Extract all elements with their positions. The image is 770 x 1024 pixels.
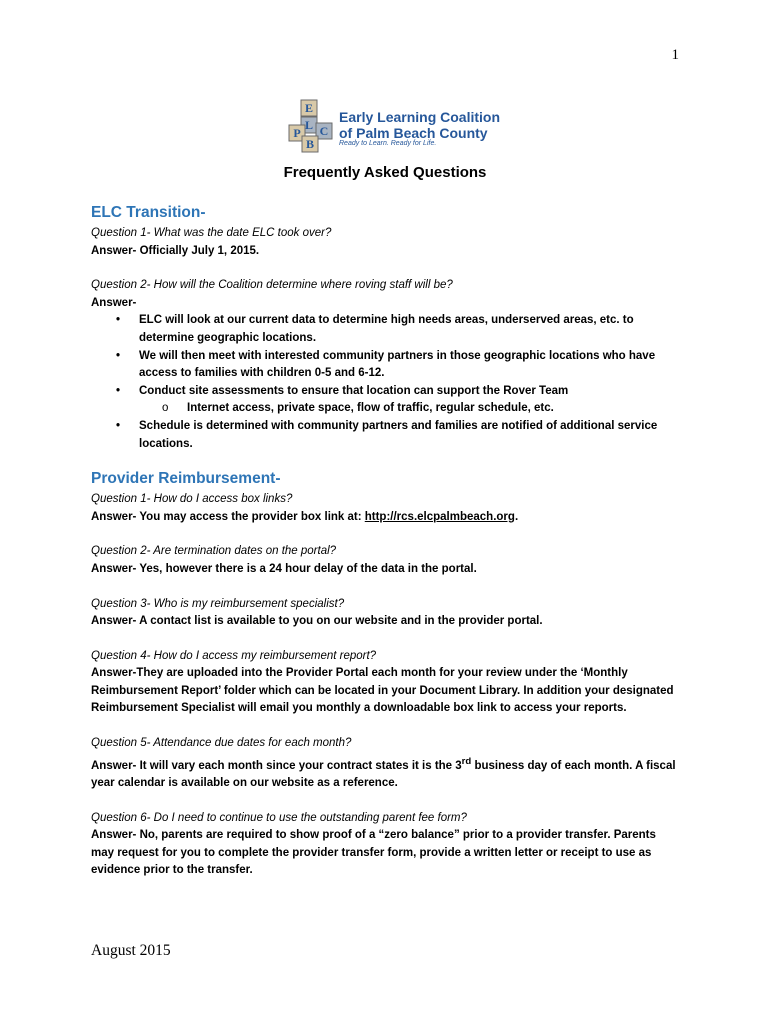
blocks-logo-icon <box>283 97 339 157</box>
faq-item <box>91 810 681 880</box>
answer-prefix: Answer- It will vary each month since your contract states it is the 3 <box>91 759 462 772</box>
page-title: Frequently Asked Questions <box>283 164 487 181</box>
logo-letter-c: C <box>319 124 329 138</box>
faq-item <box>91 491 681 526</box>
answer-text: Answer- Officially July 1, 2015. <box>91 244 260 257</box>
answer-suffix: business day of each month. A fiscal year calendar is available on our website as a reference. <box>91 759 676 790</box>
section-heading: ELC Transition- <box>91 204 206 221</box>
answer-text: Answer- Yes, however there is a 24 hour delay of the data in the portal. <box>91 562 477 575</box>
answer-text: Answer- No, parents are required to show proof of a “zero balance” prior to a provider transfer. Parents may request for you to complete the provider transfer form, provide a written letter or receipt to use as evidence prior to the transfer. <box>91 829 656 877</box>
section-heading: Provider Reimbursement- <box>91 470 281 488</box>
question-text: Question 3- Who is my reimbursement specialist? <box>91 597 345 610</box>
logo-name <box>339 109 500 141</box>
section-elc-transition <box>91 203 681 453</box>
section-provider-reimbursement <box>91 469 681 880</box>
answer-label: Answer- <box>91 296 137 309</box>
provider-box-link[interactable]: http://rcs.elcpalmbeach.org <box>364 510 515 523</box>
elc-logo <box>283 97 503 157</box>
question-text: Question 5- Attendance due dates for each month? <box>91 737 352 750</box>
answer-text: Answer- A contact list is available to you on our website and in the provider portal. <box>91 615 543 628</box>
answer-text: Answer-They are uploaded into the Provider Portal each month for your review under the ‘Monthly Reimbursement Report’ folder which can be located in your Document Library. In addition your designated Reimbursement Specialist will email you monthly a downloadable box link to access your reports. <box>91 667 674 715</box>
question-text: Question 1- How do I access box links? <box>91 493 293 506</box>
bullet-item <box>91 383 681 418</box>
bullet-item: • Schedule is determined with community partners and families are notified of additional service locations. <box>91 418 681 453</box>
answer-prefix: Answer- You may access the provider box link at: <box>91 510 365 523</box>
question-text: Question 2- Are termination dates on the portal? <box>91 545 337 558</box>
answer-text <box>91 509 681 527</box>
logo-letter-p: P <box>293 126 301 140</box>
question-text: Question 2- How will the Coalition determine where roving staff will be? <box>91 279 453 292</box>
faq-item <box>91 596 681 631</box>
answer-text <box>91 753 681 793</box>
question-text: Question 4- How do I access my reimbursement report? <box>91 649 377 662</box>
logo-letter-l: L <box>304 118 314 132</box>
faq-item <box>91 648 681 718</box>
answer-suffix: . <box>514 510 519 523</box>
bullet-item: • ELC will look at our current data to determine high needs areas, underserved areas, etc. to determine geographic locations. <box>91 312 681 347</box>
logo-tagline: Ready to Learn. Ready for Life. <box>339 140 437 147</box>
question-text: Question 6- Do I need to continue to use the outstanding parent fee form? <box>91 811 467 824</box>
footer-date: August 2015 <box>91 942 171 959</box>
answer-bullet-list <box>91 312 681 453</box>
logo-name-line2: of Palm Beach County <box>339 125 488 141</box>
faq-item <box>91 735 681 793</box>
faq-item <box>91 225 681 260</box>
faq-content <box>91 203 681 897</box>
bullet-item: • We will then meet with interested community partners in those geographic locations who have access to families with children 0-5 and 6-12. <box>91 348 681 383</box>
logo-letter-b: B <box>305 137 315 151</box>
faq-item <box>91 277 681 453</box>
logo-name-line1: Early Learning Coalition <box>339 109 501 125</box>
ordinal-suffix: rd <box>461 755 472 767</box>
logo-letter-e: E <box>304 101 314 115</box>
sub-bullet-list <box>139 400 681 418</box>
question-text: Question 1- What was the date ELC took over? <box>91 227 332 239</box>
faq-item <box>91 543 681 578</box>
page-number: 1 <box>671 47 679 63</box>
sub-bullet-item: o Internet access, private space, flow of traffic, regular schedule, etc. <box>139 400 681 418</box>
bullet-text: Conduct site assessments to ensure that location can support the Rover Team <box>139 384 569 397</box>
